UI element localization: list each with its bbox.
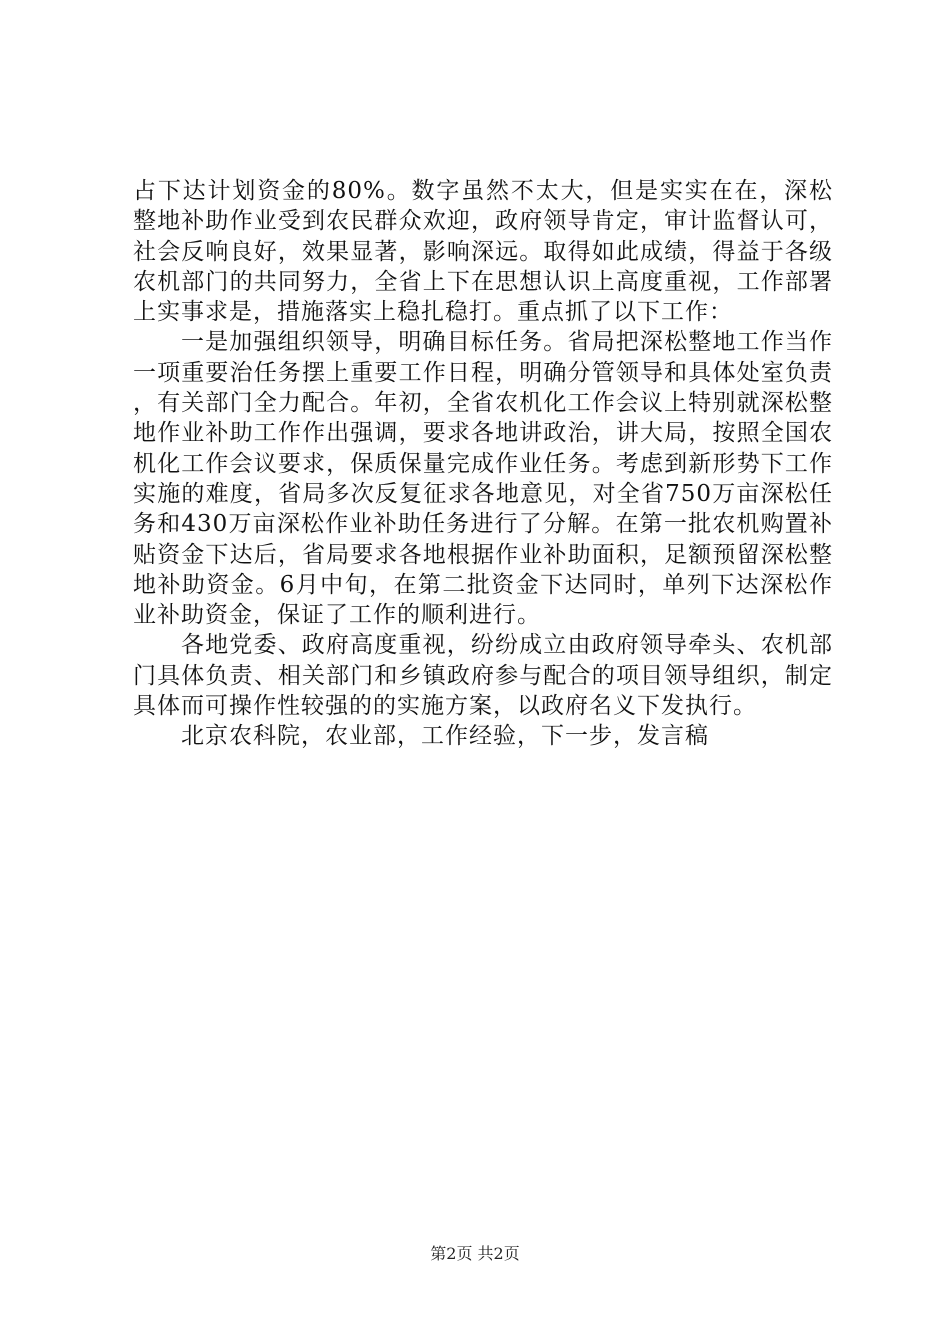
- paragraph-continuation: 占下达计划资金的80%。数字虽然不太大，但是实实在在，深松整地补助作业受到农民群众欢迎，政府领导肯定，审计监督认可，社会反响良好，效果显著，影响深远。取得如此成绩，得益于各级农机部门的共同努力，全省上下在思想认识上高度重视，工作部署上实事求是，措施落实上稳扎稳打。重点抓了以下工作：: [133, 178, 833, 326]
- paragraph-organization-leadership: 一是加强组织领导，明确目标任务。省局把深松整地工作当作一项重要治任务摆上重要工作日程，明确分管领导和具体处室负责，有关部门全力配合。年初，全省农机化工作会议上特别就深松整地作业补助工作作出强调，要求各地讲政治，讲大局，按照全国农机化工作会议要求，保质保量完成作业任务。考虑到新形势下工作实施的难度，省局多次反复征求各地意见，对全省750万亩深松任务和430万亩深松作业补助任务进行了分解。在第一批农机购置补贴资金下达后，省局要求各地根据作业补助面积，足额预留深松整地补助资金。6月中旬，在第二批资金下达同时，单列下达深松作业补助资金，保证了工作的顺利进行。: [133, 329, 833, 629]
- paragraph-keywords: 北京农科院，农业部，工作经验，下一步，发言稿: [181, 723, 709, 750]
- page-number-footer: 第2页 共2页: [430, 1244, 520, 1263]
- paragraph-local-government: 各地党委、政府高度重视，纷纷成立由政府领导牵头、农机部门具体负责、相关部门和乡镇政府参与配合的项目领导组织，制定具体而可操作性较强的的实施方案，以政府名义下发执行。: [133, 632, 833, 720]
- document-body: [133, 176, 833, 752]
